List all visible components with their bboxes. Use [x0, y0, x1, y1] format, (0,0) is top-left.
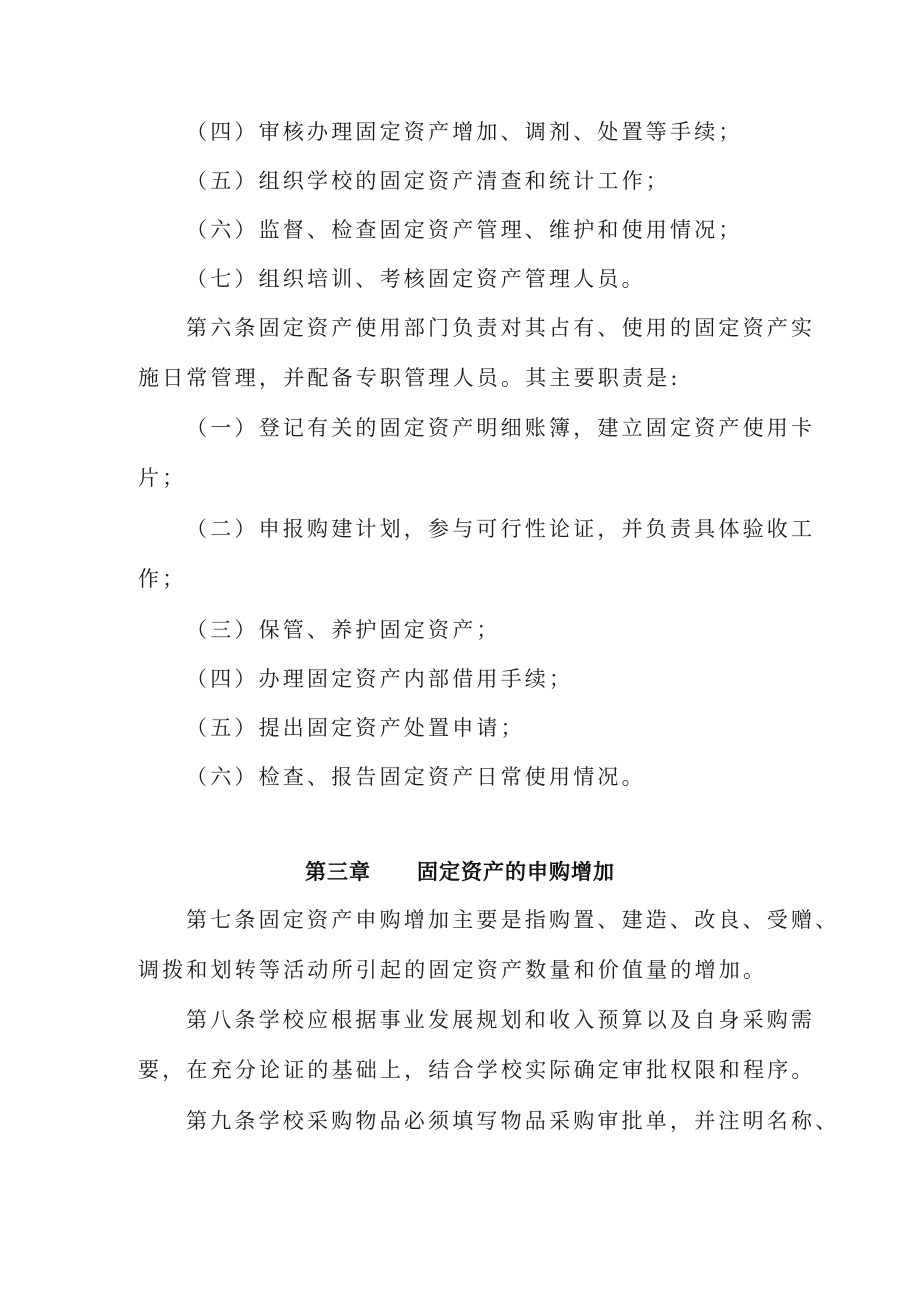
paragraph-line: （六）监督、检查固定资产管理、维护和使用情况； [186, 218, 743, 242]
article-8-line-1: 第八条学校应根据事业发展规划和收入预算以及自身采购需 [186, 1008, 816, 1032]
paragraph-line: （三）保管、养护固定资产； [186, 618, 501, 642]
article-7-line-2: 调拨和划转等活动所引起的固定资产数量和价值量的增加。 [138, 958, 768, 982]
paragraph-line: （一）登记有关的固定资产明细账簿，建立固定资产使用卡 [186, 416, 816, 440]
paragraph-line: （四）审核办理固定资产增加、调剂、处置等手续； [186, 120, 743, 144]
article-8-line-2: 要，在充分论证的基础上，结合学校实际确定审批权限和程序。 [138, 1058, 816, 1082]
article-6-line-1: 第六条固定资产使用部门负责对其占有、使用的固定资产实 [186, 316, 816, 340]
article-7-line-1: 第七条固定资产申购增加主要是指购置、建造、改良、受赠、 [186, 908, 840, 932]
paragraph-line: （二）申报购建计划，参与可行性论证，并负责具体验收工 [186, 517, 816, 541]
chapter-heading [0, 858, 920, 886]
paragraph-line: （五）组织学校的固定资产清查和统计工作； [186, 169, 670, 193]
article-9-line-1: 第九条学校采购物品必须填写物品采购审批单，并注明名称、 [186, 1109, 840, 1133]
paragraph-line: （五）提出固定资产处置申请； [186, 716, 525, 740]
chapter-title: 固定资产的申购增加 [417, 860, 615, 884]
paragraph-line: 片； [138, 466, 187, 490]
paragraph-line: （四）办理固定资产内部借用手续； [186, 667, 574, 691]
paragraph-line: 作； [138, 567, 187, 591]
paragraph-line: （六）检查、报告固定资产日常使用情况。 [186, 765, 646, 789]
article-6-line-2: 施日常管理，并配备专职管理人员。其主要职责是: [138, 366, 681, 390]
chapter-number: 第三章 [305, 860, 371, 884]
paragraph-line: （七）组织培训、考核固定资产管理人员。 [186, 267, 646, 291]
